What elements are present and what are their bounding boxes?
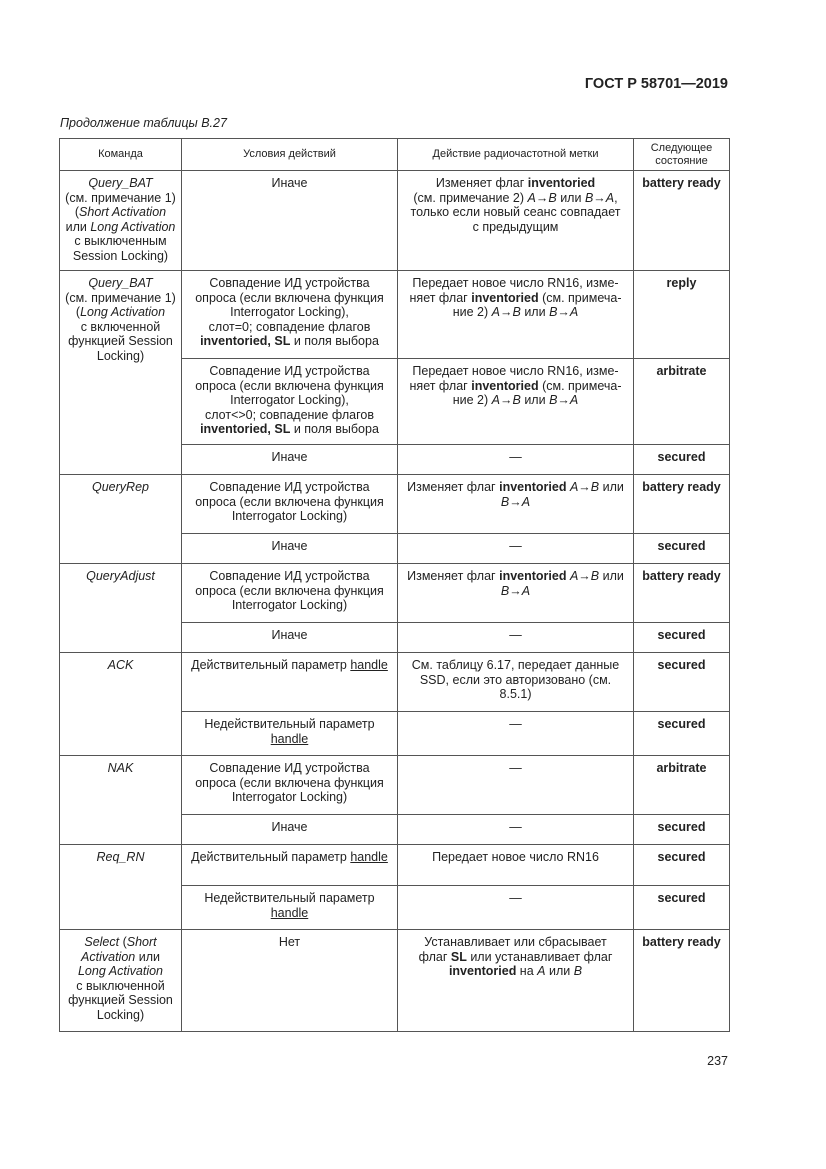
condition-cell: Действительный параметр handle xyxy=(182,653,398,712)
condition-cell: Совпадение ИД устройства опроса (если включена функция Interrogator Locking) xyxy=(182,475,398,534)
action-cell: — xyxy=(398,886,634,930)
action-cell: Устанавливает или сбрасывает флаг SL или устанавливает флаг inventoried на A или B xyxy=(398,930,634,1032)
table-row xyxy=(60,653,730,712)
command-cell: QueryRep xyxy=(60,475,182,564)
action-cell: Изменяет флаг inventoried A→B или B→A xyxy=(398,564,634,623)
next-state-cell: secured xyxy=(634,886,730,930)
condition-cell: Нет xyxy=(182,930,398,1032)
next-state-cell: arbitrate xyxy=(634,756,730,815)
header-row xyxy=(60,139,730,171)
command-cell: Req_RN xyxy=(60,845,182,930)
header-next-state: Следующее состояние xyxy=(634,139,730,171)
header-action: Действие радиочастотной метки xyxy=(398,139,634,171)
next-state-cell: battery ready xyxy=(634,564,730,623)
command-cell: Query_BAT (см. примечание 1) (Long Activation с включенной функцией Session Locking) xyxy=(60,271,182,475)
action-cell: — xyxy=(398,623,634,653)
action-cell: Передает новое число RN16, изме- няет флаг inventoried (см. примеча- ние 2) A→B или B→A xyxy=(398,359,634,445)
condition-cell: Совпадение ИД устройства опроса (если включена функция Interrogator Locking), слот=0; совпадение флагов inventoried, SL и поля выбора xyxy=(182,271,398,359)
action-cell: — xyxy=(398,815,634,845)
action-cell: — xyxy=(398,756,634,815)
next-state-cell: secured xyxy=(634,845,730,886)
action-cell: Изменяет флаг inventoried A→B или B→A xyxy=(398,475,634,534)
command-cell: Select (Short Activation или Long Activation с выключенной функцией Session Locking) xyxy=(60,930,182,1032)
header-conditions: Условия действий xyxy=(182,139,398,171)
table-row xyxy=(60,271,730,359)
condition-cell: Иначе xyxy=(182,534,398,564)
table-caption: Продолжение таблицы В.27 xyxy=(60,116,227,130)
condition-cell: Совпадение ИД устройства опроса (если включена функция Interrogator Locking) xyxy=(182,756,398,815)
next-state-cell: secured xyxy=(634,623,730,653)
next-state-cell: secured xyxy=(634,534,730,564)
table-row xyxy=(60,930,730,1032)
header-command: Команда xyxy=(60,139,182,171)
action-cell: — xyxy=(398,534,634,564)
table-row xyxy=(60,475,730,534)
next-state-cell: secured xyxy=(634,653,730,712)
command-cell: ACK xyxy=(60,653,182,756)
action-cell: — xyxy=(398,445,634,475)
next-state-cell: secured xyxy=(634,712,730,756)
condition-cell: Иначе xyxy=(182,815,398,845)
next-state-cell: battery ready xyxy=(634,930,730,1032)
next-state-cell: battery ready xyxy=(634,475,730,534)
condition-cell: Иначе xyxy=(182,623,398,653)
table-row xyxy=(60,171,730,271)
condition-cell: Совпадение ИД устройства опроса (если включена функция Interrogator Locking), слот<>0; совпадение флагов inventoried, SL и поля выбора xyxy=(182,359,398,445)
condition-cell: Совпадение ИД устройства опроса (если включена функция Interrogator Locking) xyxy=(182,564,398,623)
action-cell: См. таблицу 6.17, передает данные SSD, если это авторизовано (см. 8.5.1) xyxy=(398,653,634,712)
standard-number: ГОСТ Р 58701—2019 xyxy=(584,76,728,92)
action-cell: — xyxy=(398,712,634,756)
condition-cell: Недействительный параметр handle xyxy=(182,886,398,930)
next-state-cell: battery ready xyxy=(634,171,730,271)
next-state-cell: reply xyxy=(634,271,730,359)
next-state-cell: secured xyxy=(634,815,730,845)
command-cell: QueryAdjust xyxy=(60,564,182,653)
condition-cell: Недействительный параметр handle xyxy=(182,712,398,756)
table-row xyxy=(60,564,730,623)
table-row xyxy=(60,845,730,886)
state-transition-table xyxy=(59,138,730,1032)
page-number: 237 xyxy=(707,1054,728,1068)
command-cell: Query_BAT (см. примечание 1) (Short Activation или Long Activation с выключенным Session Locking) xyxy=(60,171,182,271)
condition-cell: Иначе xyxy=(182,171,398,271)
action-cell: Передает новое число RN16 xyxy=(398,845,634,886)
next-state-cell: secured xyxy=(634,445,730,475)
table-row xyxy=(60,756,730,815)
action-cell: Изменяет флаг inventoried (см. примечание 2) A→B или B→A, только если новый сеанс совпадает с предыдущим xyxy=(398,171,634,271)
action-cell: Передает новое число RN16, изме- няет флаг inventoried (см. примеча- ние 2) A→B или B→A xyxy=(398,271,634,359)
condition-cell: Иначе xyxy=(182,445,398,475)
condition-cell: Действительный параметр handle xyxy=(182,845,398,886)
command-cell: NAK xyxy=(60,756,182,845)
next-state-cell: arbitrate xyxy=(634,359,730,445)
